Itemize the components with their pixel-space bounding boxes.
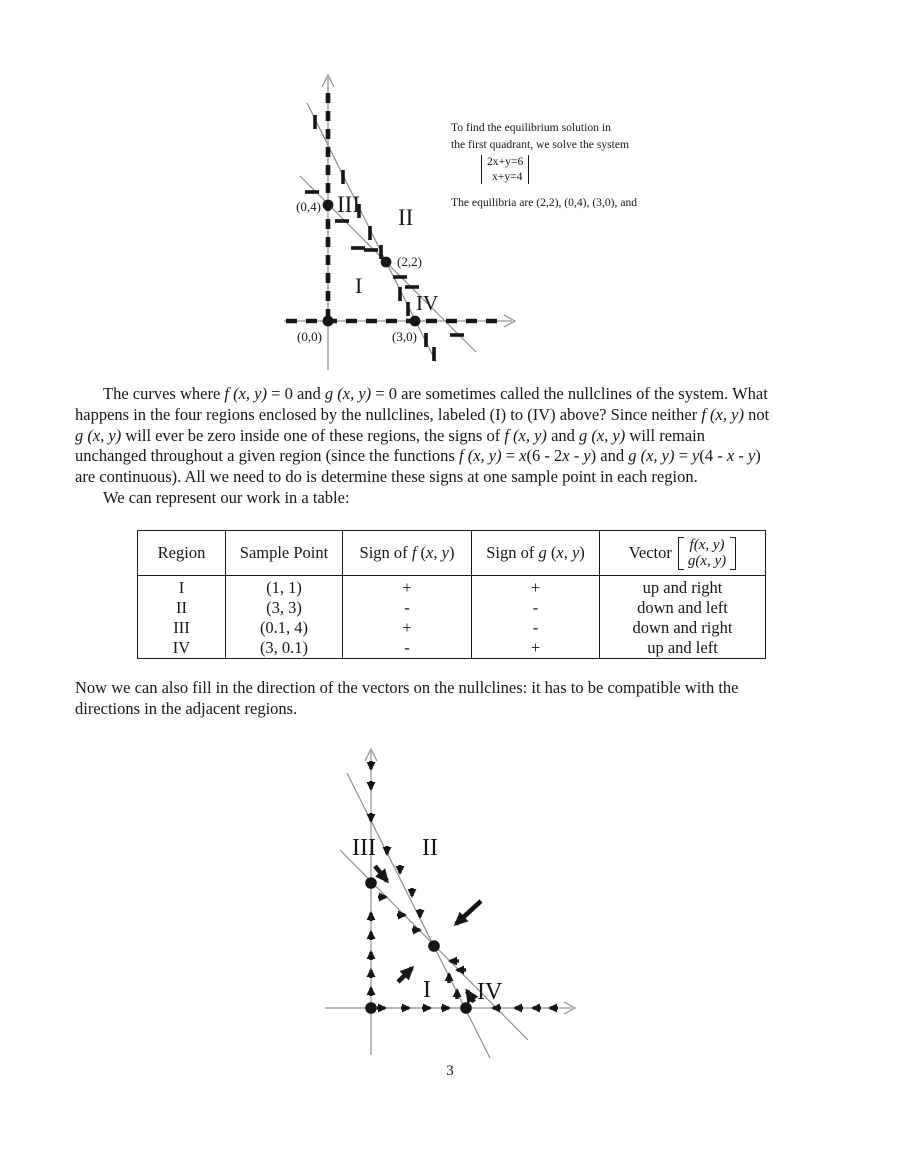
cell-sign-f: - xyxy=(343,598,472,618)
col-header-sign-f: Sign of f (x, y) xyxy=(343,531,472,576)
annotation-line-1: To find the equilibrium solution in xyxy=(451,121,611,134)
arrow-down-right-icon xyxy=(375,866,387,881)
matrix-f: f(x, y) xyxy=(689,536,725,553)
cell-vector: down and left xyxy=(600,598,766,618)
matrix-g: g(x, y) xyxy=(687,553,727,569)
label-3-0: (3,0) xyxy=(392,329,417,344)
nullcline-diagram-top xyxy=(270,60,630,380)
label-region-I: I xyxy=(355,273,363,298)
cell-vector: up and left xyxy=(600,638,766,659)
bracket-right-icon xyxy=(730,537,736,570)
paragraph-directions xyxy=(75,678,739,720)
arrow-up-left-icon xyxy=(467,991,474,1002)
annotation-line-3: The equilibria are (2,2), (0,4), (3,0), and xyxy=(451,195,638,209)
cell-region: IV xyxy=(172,638,191,657)
cell-sign-g: - xyxy=(472,598,600,618)
table-row xyxy=(138,638,766,659)
cell-sample-point: (0.1, 4) xyxy=(226,618,343,638)
cell-region: III xyxy=(173,618,190,637)
cell-sign-g: + xyxy=(472,638,600,659)
figure-annotation xyxy=(451,119,637,211)
label-region-III: III xyxy=(337,192,360,217)
equation-1: 2x+y=6 xyxy=(487,155,524,168)
col-header-sign-g: Sign of g (x, y) xyxy=(472,531,600,576)
small-arrows xyxy=(371,761,558,1008)
point-0-0 xyxy=(323,316,334,327)
vector-field-diagram-bottom xyxy=(300,735,590,1070)
paragraph-line: unchanged throughout a given region (since the functions f (x, y) = x(6 - 2x - y) and g (x, y) = y(4 - x - y) xyxy=(75,446,761,466)
cell-sample-point: (3, 0.1) xyxy=(226,638,343,659)
table-header-row xyxy=(138,531,766,576)
cell-sample-point: (3, 3) xyxy=(226,598,343,618)
cell-vector: up and right xyxy=(600,576,766,599)
equation-system xyxy=(481,155,529,184)
point-0-4 xyxy=(365,877,377,889)
col-header-sample-point: Sample Point xyxy=(226,531,343,576)
arrow-up-right-icon xyxy=(398,968,412,982)
cell-sign-g: + xyxy=(472,576,600,599)
cell-sign-f: - xyxy=(343,638,472,659)
cell-sign-f: + xyxy=(343,576,472,599)
paragraph-nullclines xyxy=(75,384,769,488)
cell-sample-point: (1, 1) xyxy=(226,576,343,599)
paragraph-line: The curves where f (x, y) = 0 and g (x, y) = 0 are sometimes called the nullclines of the system. What xyxy=(103,384,768,403)
label-0-0: (0,0) xyxy=(297,329,322,344)
cell-vector: down and right xyxy=(600,618,766,638)
cell-sign-f: + xyxy=(343,618,472,638)
label-region-I: I xyxy=(423,977,431,1003)
label-region-II: II xyxy=(398,205,414,230)
label-0-4: (0,4) xyxy=(296,199,321,214)
label-region-III: III xyxy=(352,835,376,861)
label-region-II: II xyxy=(422,835,438,861)
vector-matrix xyxy=(678,537,736,570)
paragraph-line: happens in the four regions enclosed by the nullclines, labeled (I) to (IV) above? Since neither f (x, y) not xyxy=(75,404,770,424)
table-row xyxy=(138,576,766,599)
point-3-0 xyxy=(410,316,421,327)
annotation-line-2: the first quadrant, we solve the system xyxy=(451,138,630,151)
col-header-region: Region xyxy=(138,531,226,576)
paragraph-line: directions in the adjacent regions. xyxy=(75,698,298,718)
vector-label: Vector xyxy=(628,543,672,562)
paragraph-line: Now we can also fill in the direction of the vectors on the nullclines: it has to be compatible with the xyxy=(75,678,739,697)
table-intro-line: We can represent our work in a table: xyxy=(103,488,350,507)
cell-region: II xyxy=(176,598,187,617)
point-3-0 xyxy=(460,1002,472,1014)
arrow-down-left-icon xyxy=(456,901,481,924)
paragraph-line: g (x, y) will ever be zero inside one of these regions, the signs of f (x, y) and g (x, y) will remain xyxy=(75,425,706,445)
page-number: 3 xyxy=(446,1063,454,1079)
point-2-2 xyxy=(381,257,392,268)
table-row xyxy=(138,618,766,638)
col-header-vector xyxy=(600,531,766,576)
label-2-2: (2,2) xyxy=(397,254,422,269)
label-region-IV: IV xyxy=(416,291,439,315)
nullcline-lines xyxy=(340,773,528,1058)
cell-sign-g: - xyxy=(472,618,600,638)
point-0-4 xyxy=(323,200,334,211)
point-2-2 xyxy=(428,940,440,952)
table-row xyxy=(138,598,766,618)
paragraph-line: are continuous). All we need to do is determine these signs at one sample point in each region. xyxy=(75,467,698,487)
equation-2: x+y=4 xyxy=(492,169,523,183)
label-region-IV: IV xyxy=(477,979,503,1005)
cell-region: I xyxy=(178,578,185,597)
point-0-0 xyxy=(365,1002,377,1014)
sign-table xyxy=(137,530,766,659)
